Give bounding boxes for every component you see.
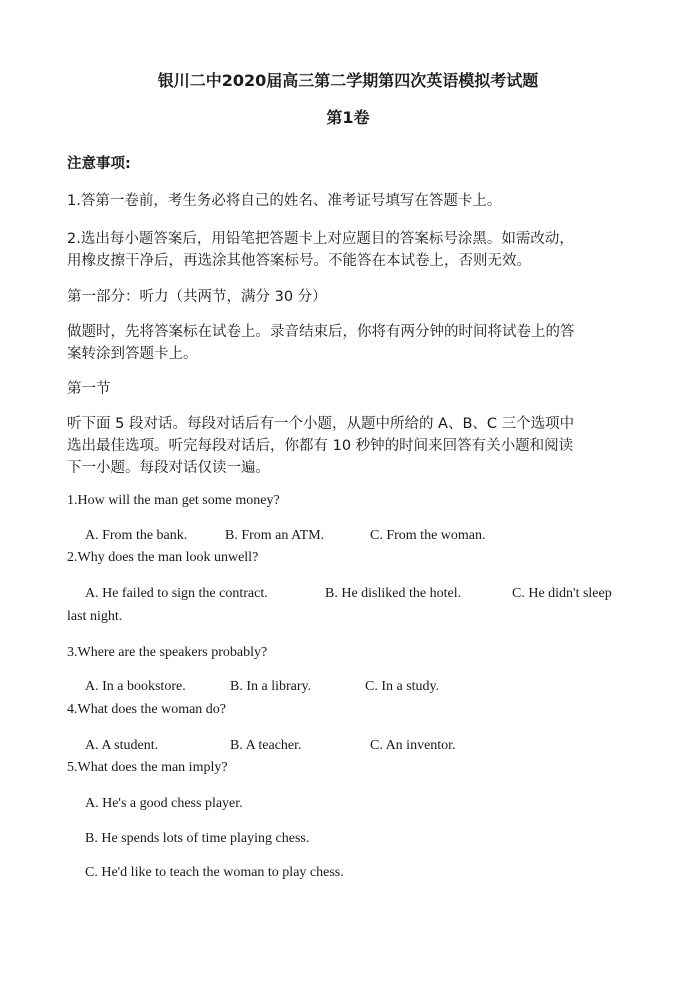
question-4-option-c: C. An inventor. (370, 738, 456, 753)
notes-item-2-line-1: 2.选出每小题答案后，用铅笔把答题卡上对应题目的答案标号涂黑。如需改动， (67, 231, 574, 247)
part1-intro-line-2: 案转涂到答题卡上。 (67, 346, 198, 362)
question-1-option-b: B. From an ATM. (225, 528, 325, 543)
question-5-stem: 5.What does the man imply? (67, 760, 228, 775)
notes-heading: 注意事项: (67, 156, 131, 172)
question-2-option-c-continued: last night. (67, 609, 123, 624)
question-4-option-a: A. A student. (85, 738, 159, 753)
question-2-option-c: C. He didn't sleep (512, 586, 612, 601)
section1-heading: 第一节 (67, 381, 111, 397)
part1-intro-line-1: 做题时，先将答案标在试卷上。录音结束后，你将有两分钟的时间将试卷上的答 (67, 324, 575, 340)
question-5-option-c: C. He'd like to teach the woman to play chess. (85, 865, 344, 880)
section1-instr-line-2: 选出最佳选项。听完每段对话后，你都有 10 秒钟的时间来回答有关小题和阅读 (67, 438, 574, 454)
notes-item-1: 1.答第一卷前，考生务必将自己的姓名、准考证号填写在答题卡上。 (67, 193, 502, 209)
section1-instr-line-1: 听下面 5 段对话。每段对话后有一个小题，从题中所给的 A、B、C 三个选项中 (67, 416, 575, 432)
question-4-option-b: B. A teacher. (230, 738, 302, 753)
question-3-option-b: B. In a library. (230, 679, 312, 694)
question-3-option-a: A. In a bookstore. (85, 679, 186, 694)
section1-instr-line-3: 下一小题。每段对话仅读一遍。 (67, 460, 270, 476)
question-4-stem: 4.What does the woman do? (67, 702, 227, 717)
part1-heading: 第一部分：听力（共两节，满分 30 分） (67, 289, 327, 305)
question-1-option-c: C. From the woman. (370, 528, 486, 543)
question-1-stem: 1.How will the man get some money? (67, 493, 280, 508)
question-3-stem: 3.Where are the speakers probably? (67, 645, 268, 660)
question-1-option-a: A. From the bank. (85, 528, 188, 543)
notes-item-2-line-2: 用橡皮擦干净后，再选涂其他答案标号。不能答在本试卷上，否则无效。 (67, 253, 531, 269)
exam-title: 银川二中2020届高三第二学期第四次英语模拟考试题 (157, 71, 539, 90)
question-2-option-a: A. He failed to sign the contract. (85, 586, 268, 601)
question-5-option-b: B. He spends lots of time playing chess. (85, 831, 310, 846)
volume-title: 第1卷 (326, 108, 370, 127)
question-3-option-c: C. In a study. (365, 679, 440, 694)
question-2-stem: 2.Why does the man look unwell? (67, 550, 259, 565)
question-5-option-a: A. He's a good chess player. (85, 796, 243, 811)
question-2-option-b: B. He disliked the hotel. (325, 586, 462, 601)
